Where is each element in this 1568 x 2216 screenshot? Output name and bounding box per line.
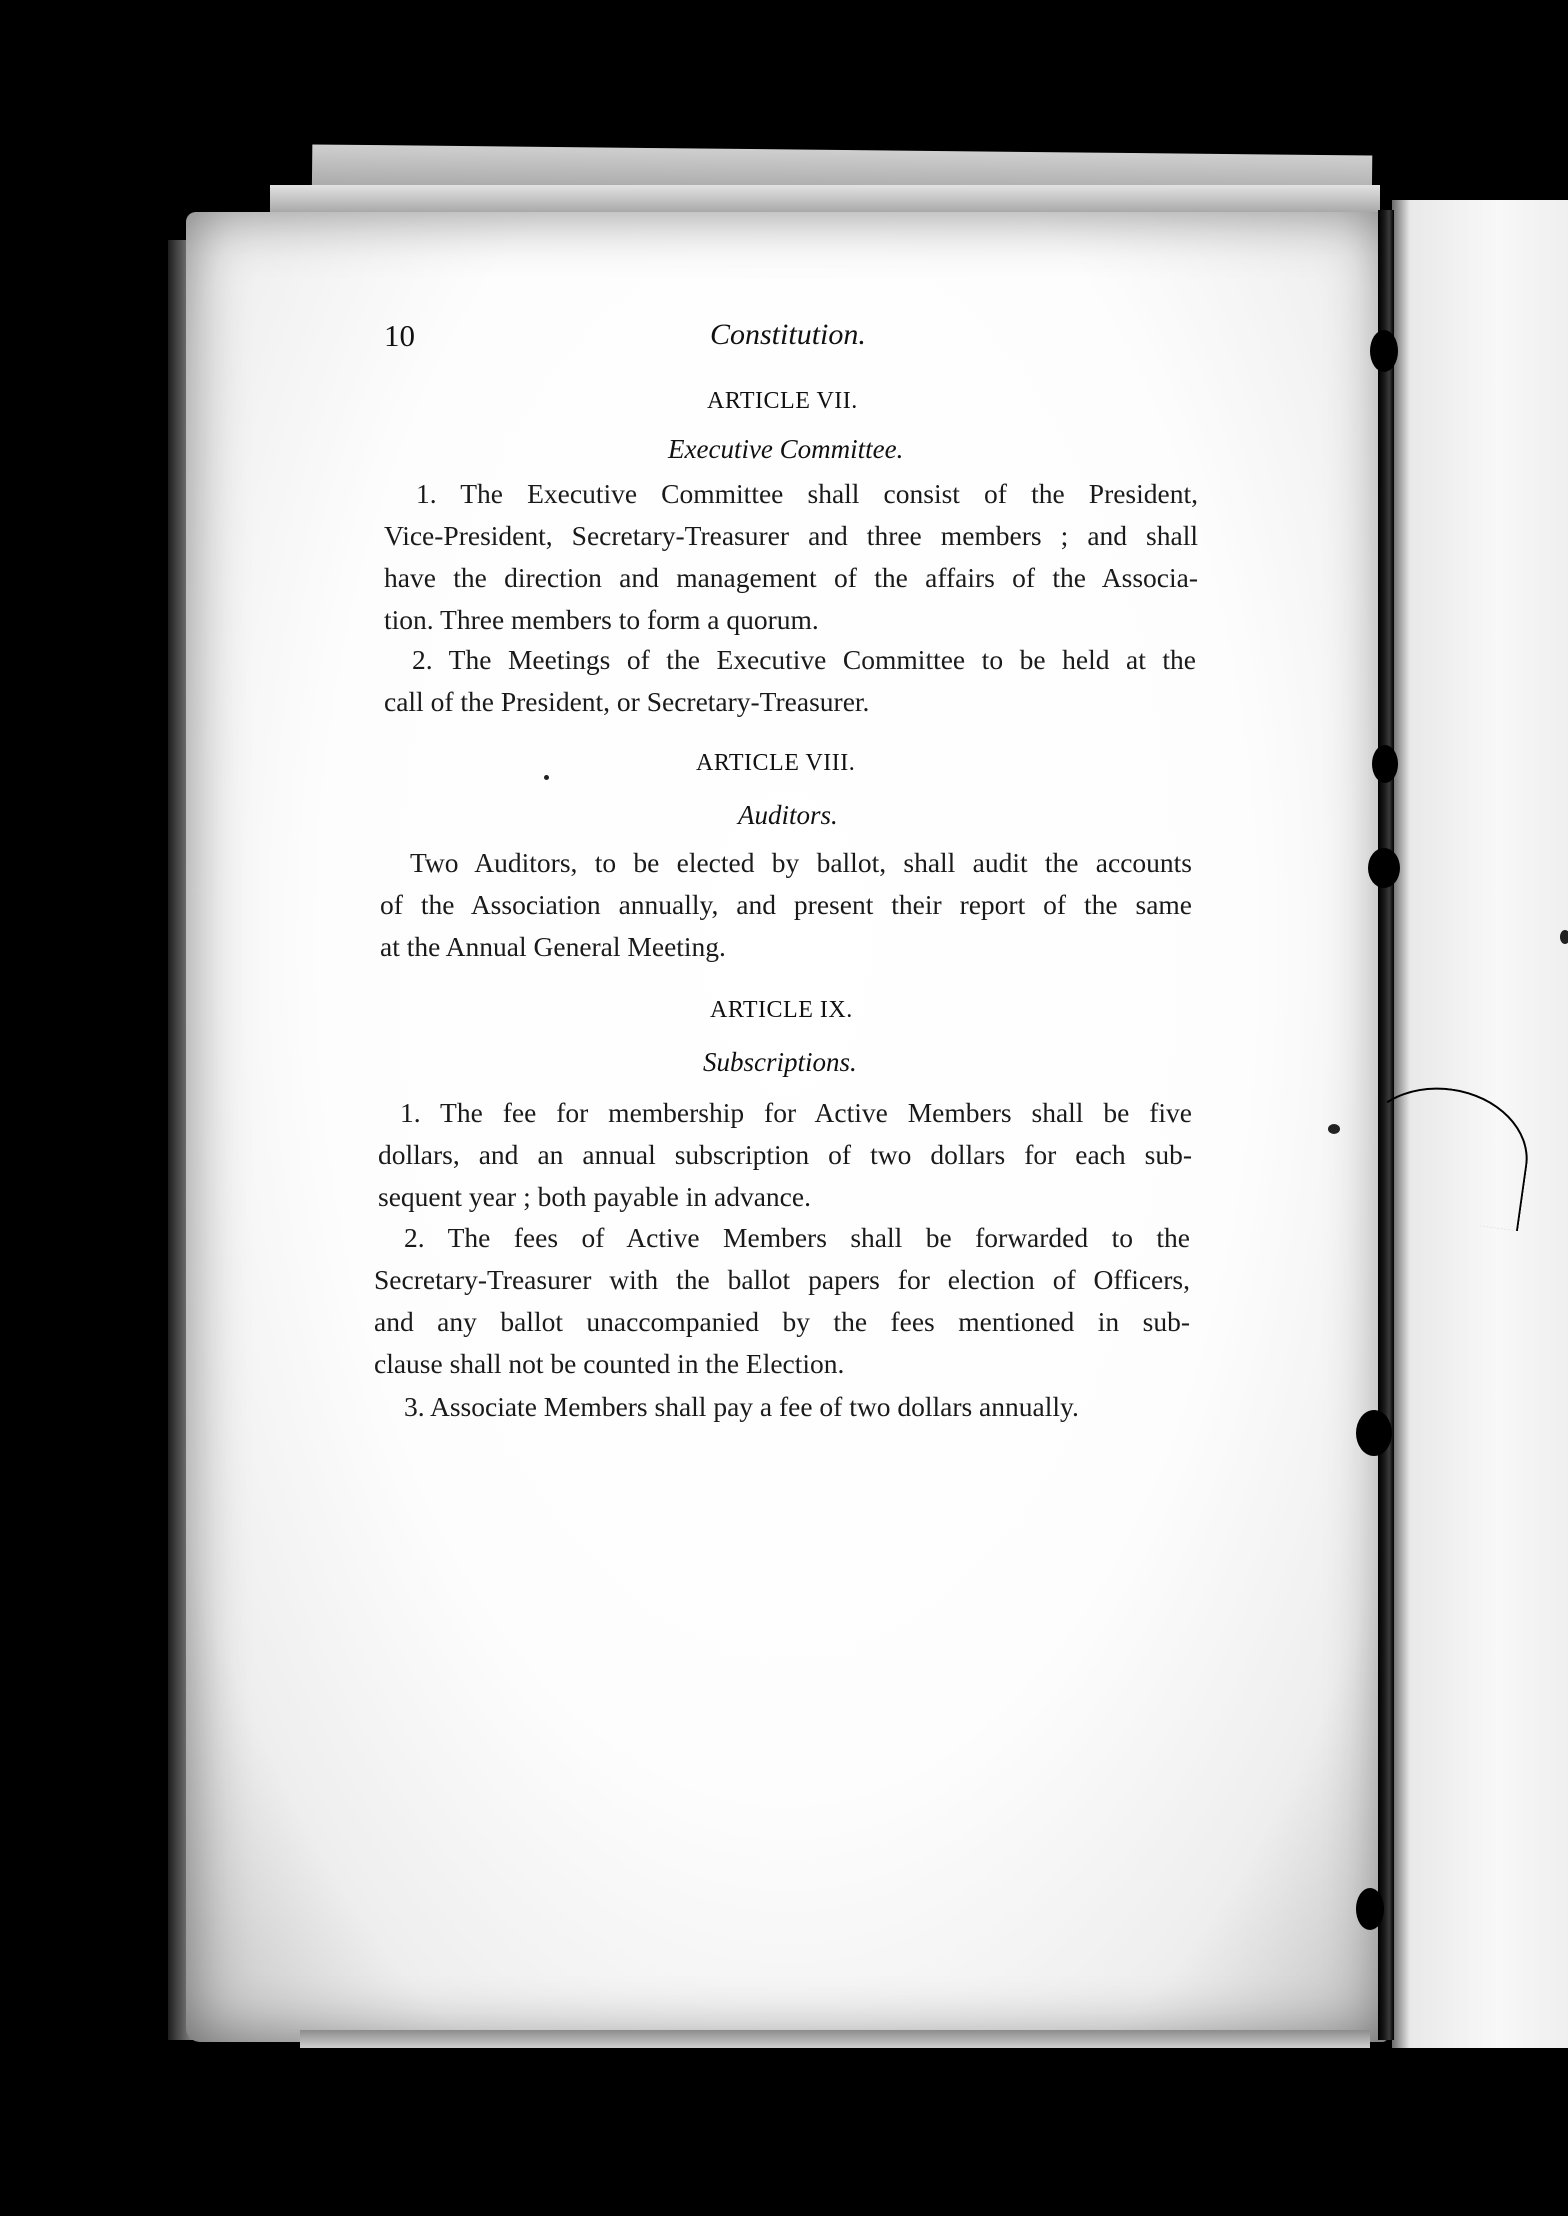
paragraph-line: tion. Three members to form a quorum. bbox=[384, 604, 819, 635]
article-heading: ARTICLE IX. bbox=[710, 997, 853, 1023]
article-paragraph bbox=[378, 1092, 1192, 1218]
ink-blot bbox=[1370, 330, 1398, 372]
ink-blot bbox=[1356, 1888, 1384, 1930]
paragraph-line: Two Auditors, to be elected by ballot, shall audit the accounts bbox=[410, 847, 1192, 878]
article-heading: ARTICLE VII. bbox=[707, 388, 858, 414]
article-paragraph bbox=[380, 842, 1192, 968]
paragraph-line: Vice-President, Secretary-Treasurer and three members ; and shall bbox=[384, 520, 1198, 551]
paragraph-line: 2. The fees of Active Members shall be forwarded to the bbox=[404, 1222, 1190, 1253]
article-paragraph bbox=[374, 1386, 1190, 1428]
running-head: Constitution. bbox=[710, 318, 866, 351]
paragraph-line: sequent year ; both payable in advance. bbox=[378, 1181, 811, 1212]
article-heading: ARTICLE VIII. bbox=[696, 750, 856, 776]
paragraph-line: 1. The Executive Committee shall consist of the President, bbox=[416, 478, 1198, 509]
article-subheading: Executive Committee. bbox=[668, 434, 904, 464]
paragraph-line: clause shall not be counted in the Election. bbox=[374, 1348, 845, 1379]
ink-blot bbox=[1372, 745, 1398, 783]
article-subheading: Auditors. bbox=[738, 800, 838, 830]
paragraph-line: at the Annual General Meeting. bbox=[380, 931, 726, 962]
ink-speck bbox=[1328, 1124, 1340, 1134]
article-paragraph bbox=[374, 1217, 1190, 1385]
paragraph-line: have the direction and management of the affairs of the Associa- bbox=[384, 562, 1198, 593]
ink-blot bbox=[1368, 848, 1400, 888]
article-paragraph bbox=[384, 473, 1198, 641]
paragraph-line: of the Association annually, and present their report of the same bbox=[380, 889, 1192, 920]
ink-speck bbox=[544, 775, 549, 780]
paragraph-line: call of the President, or Secretary-Treasurer. bbox=[384, 686, 870, 717]
paragraph-line: 1. The fee for membership for Active Members shall be five bbox=[400, 1097, 1192, 1128]
article-paragraph bbox=[384, 639, 1196, 723]
article-subheading: Subscriptions. bbox=[703, 1047, 857, 1077]
page-bottom-edge bbox=[300, 2030, 1370, 2048]
ink-speck bbox=[1560, 930, 1568, 944]
ink-blot bbox=[1356, 1410, 1392, 1456]
page-number: 10 bbox=[384, 318, 415, 353]
paragraph-line: and any ballot unaccompanied by the fees mentioned in sub- bbox=[374, 1306, 1190, 1337]
paragraph-line: Secretary-Treasurer with the ballot papers for election of Officers, bbox=[374, 1264, 1190, 1295]
paragraph-line: dollars, and an annual subscription of two dollars for each sub- bbox=[378, 1139, 1192, 1170]
paragraph-line: 2. The Meetings of the Executive Committee to be held at the bbox=[412, 644, 1196, 675]
paragraph-line: 3. Associate Members shall pay a fee of two dollars annually. bbox=[404, 1391, 1079, 1422]
